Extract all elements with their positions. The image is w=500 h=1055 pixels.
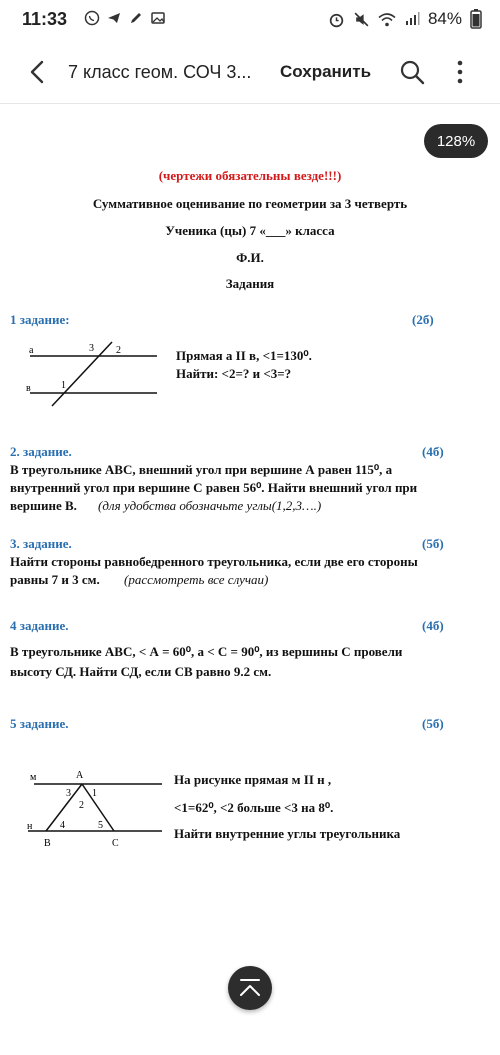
task5-line1: На рисунке прямая м II н , (174, 772, 332, 787)
search-icon[interactable] (398, 58, 426, 86)
task1-fig-label-1: 1 (61, 380, 66, 391)
battery-percent: 84% (427, 9, 462, 28)
back-arrow-icon[interactable] (24, 58, 52, 86)
document-page (0, 104, 500, 1055)
status-time: 11:33 (22, 9, 68, 29)
task1-fig-label-3: 3 (89, 343, 94, 354)
task3-points: (5б) (422, 536, 444, 551)
app-toolbar (0, 40, 500, 104)
tasks-heading: Задания (225, 276, 275, 291)
task5-figure (24, 764, 164, 854)
task1-line1: Прямая а II в, <1=130⁰. (176, 348, 312, 363)
task2-line1: В треугольнике АВС, внешний угол при вершине А равен 115⁰, а (10, 462, 393, 477)
more-options-icon[interactable] (448, 58, 472, 86)
task4-title: 4 задание. (10, 618, 69, 633)
task1-title: 1 задание: (10, 312, 70, 327)
status-bar (0, 0, 500, 40)
task5-fig-label-3: 3 (66, 788, 71, 799)
task2-points: (4б) (422, 444, 444, 459)
zoom-level-badge: 128% (424, 124, 488, 158)
task4-line1: В треугольнике АВС, < А = 60⁰, а < С = 90⁰, из вершины С провели (10, 644, 403, 659)
task2-title: 2. задание. (10, 444, 72, 459)
task1-points: (2б) (412, 312, 434, 327)
task5-line2: <1=62⁰, <2 больше <3 на 8⁰. (174, 800, 334, 815)
task4-line2: высоту СД. Найти СД, если СВ равно 9.2 см. (10, 664, 272, 679)
image-icon (150, 10, 166, 26)
task5-fig-label-n: н (27, 821, 33, 832)
alarm-icon (328, 11, 345, 28)
task3-hint: (рассмотреть все случаи) (124, 572, 269, 587)
scroll-to-top-button[interactable] (228, 966, 272, 1010)
status-right (328, 9, 482, 29)
task5-points: (5б) (422, 716, 444, 731)
fio-label: Ф.И. (236, 250, 264, 265)
student-line: Ученика (цы) 7 «___» класса (165, 223, 335, 238)
battery-icon (470, 9, 482, 29)
telegram-icon (106, 10, 122, 26)
task5-fig-label-1: 1 (92, 788, 97, 799)
document-title: 7 класс геом. СОЧ 3... (68, 62, 252, 82)
task1-fig-label-b: в (26, 383, 31, 394)
task3-title: 3. задание. (10, 536, 72, 551)
mute-icon (353, 11, 370, 28)
notification-icons (84, 10, 166, 26)
task5-fig-label-C: С (112, 838, 119, 849)
scroll-top-icon (228, 966, 272, 1010)
task1-fig-label-2: 2 (116, 345, 121, 356)
task2-line3: вершине В. (10, 498, 77, 513)
task5-fig-label-5: 5 (98, 820, 103, 831)
task5-line3: Найти внутренние углы треугольника (174, 826, 401, 841)
task5-fig-label-2: 2 (79, 800, 84, 811)
task5-title: 5 задание. (10, 716, 69, 731)
task3-line2: равны 7 и 3 см. (10, 572, 100, 587)
wifi-icon (378, 11, 396, 28)
task5-fig-label-4: 4 (60, 820, 65, 831)
drawing-note: (чертежи обязательны везде!!!) (158, 168, 342, 183)
whatsapp-icon (84, 10, 100, 26)
signal-icon (404, 11, 420, 27)
task3-line1: Найти стороны равнобедренного треугольника, если две его стороны (10, 554, 418, 569)
save-button[interactable]: Сохранить (280, 62, 372, 81)
task1-figure (22, 336, 162, 408)
task5-fig-label-m: м (30, 772, 37, 783)
doc-heading: Суммативное оценивание по геометрии за 3 четверть (92, 196, 408, 211)
pencil-icon (128, 10, 144, 26)
task5-fig-label-B: В (44, 838, 51, 849)
task2-line2: внутренний угол при вершине С равен 56⁰. Найти внешний угол при (10, 480, 418, 495)
task4-points: (4б) (422, 618, 444, 633)
task2-hint: (для удобства обозначьте углы(1,2,3….) (98, 498, 322, 513)
task1-fig-label-a: а (29, 345, 34, 356)
task5-fig-label-A: А (76, 770, 84, 781)
task1-line2: Найти: <2=? и <3=? (176, 366, 292, 381)
